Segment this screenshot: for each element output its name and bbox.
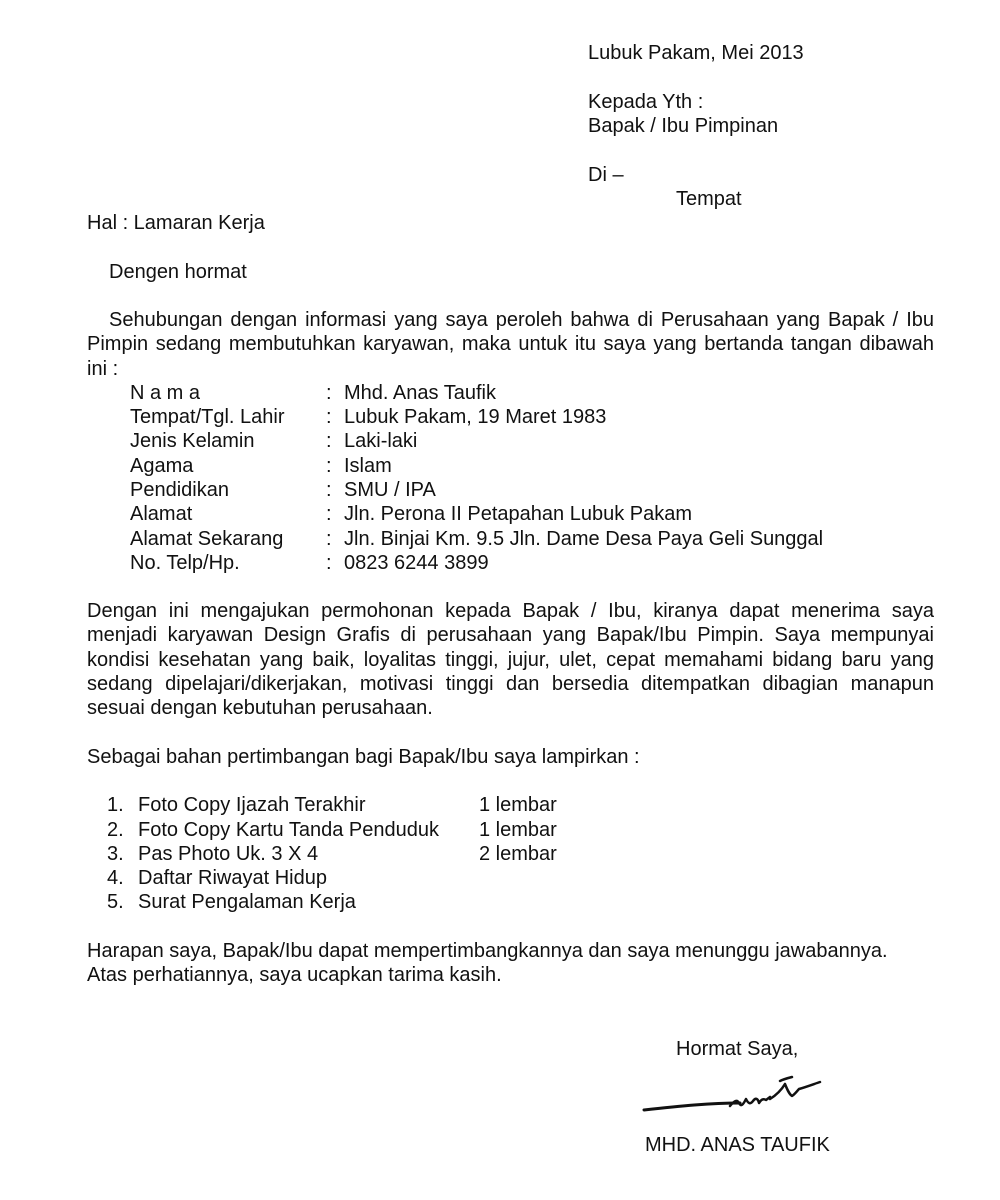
attachment-number: 2. [107, 819, 124, 841]
closing-line-2: Atas perhatiannya, saya ucapkan tarima kasih. [87, 964, 502, 986]
attachment-name: Surat Pengalaman Kerja [138, 891, 356, 913]
detail-separator: : [326, 406, 332, 428]
attachment-quantity: 1 lembar [479, 794, 557, 816]
detail-value: Islam [344, 455, 392, 477]
handwritten-signature-icon [640, 1072, 825, 1117]
signoff: Hormat Saya, [676, 1038, 799, 1060]
detail-value: SMU / IPA [344, 479, 436, 501]
recipient-di: Di – [588, 164, 624, 186]
detail-label: Tempat/Tgl. Lahir [130, 406, 285, 428]
detail-label: Alamat [130, 503, 193, 525]
place-date: Lubuk Pakam, Mei 2013 [588, 42, 804, 64]
closing-line-1: Harapan saya, Bapak/Ibu dapat mempertimbangkannya dan saya menunggu jawabannya. [87, 940, 888, 962]
detail-separator: : [326, 430, 332, 452]
attachment-name: Foto Copy Ijazah Terakhir [138, 794, 366, 816]
detail-separator: : [326, 528, 332, 550]
detail-separator: : [326, 455, 332, 477]
attachment-number: 4. [107, 867, 124, 889]
intro-paragraph: Sehubungan dengan informasi yang saya peroleh bahwa di Perusahaan yang Bapak / Ibu Pimpin sedang membutuhkan karyawan, maka untuk itu saya yang bertanda tangan dibawah ini : [87, 309, 934, 380]
recipient-place: Tempat [676, 188, 742, 210]
detail-value: Mhd. Anas Taufik [344, 382, 496, 404]
attachment-number: 3. [107, 843, 124, 865]
signatory-name: MHD. ANAS TAUFIK [645, 1134, 830, 1156]
attachment-name: Foto Copy Kartu Tanda Penduduk [138, 819, 439, 841]
attachment-quantity: 2 lembar [479, 843, 557, 865]
attachment-name: Daftar Riwayat Hidup [138, 867, 327, 889]
detail-label: Alamat Sekarang [130, 528, 284, 550]
attachments-intro: Sebagai bahan pertimbangan bagi Bapak/Ibu saya lampirkan : [87, 746, 640, 768]
detail-value: Jln. Perona II Petapahan Lubuk Pakam [344, 503, 693, 525]
attachment-number: 1. [107, 794, 124, 816]
detail-label: No. Telp/Hp. [130, 552, 240, 574]
subject-line: Hal : Lamaran Kerja [87, 212, 265, 234]
attachment-number: 5. [107, 891, 124, 913]
detail-label: Jenis Kelamin [130, 430, 255, 452]
detail-separator: : [326, 503, 332, 525]
detail-value: Laki-laki [344, 430, 418, 452]
attachment-quantity: 1 lembar [479, 819, 557, 841]
detail-separator: : [326, 552, 332, 574]
application-paragraph: Dengan ini mengajukan permohonan kepada Bapak / Ibu, kiranya dapat menerima saya menjadi karyawan Design Grafis di perusahaan yang Bapak/Ibu Pimpin. Saya mempunyai kondisi kesehatan yang baik, loyalitas tinggi, jujur, ulet, cepat memahami bidang baru yang sedang dipelajari/dikerjakan, motivasi tinggi dan bersedia ditempatkan dibagian manapun sesuai dengan kebutuhan perusahaan. [87, 600, 934, 720]
recipient-salutation: Kepada Yth : [588, 91, 704, 113]
attachment-name: Pas Photo Uk. 3 X 4 [138, 843, 319, 865]
greeting: Dengen hormat [109, 261, 247, 283]
detail-value: 0823 6244 3899 [344, 552, 489, 574]
detail-value: Jln. Binjai Km. 9.5 Jln. Dame Desa Paya Geli Sunggal [344, 528, 824, 550]
detail-separator: : [326, 382, 332, 404]
detail-label: Agama [130, 455, 194, 477]
detail-label: N a m a [130, 382, 201, 404]
detail-value: Lubuk Pakam, 19 Maret 1983 [344, 406, 607, 428]
recipient-name: Bapak / Ibu Pimpinan [588, 115, 779, 137]
detail-separator: : [326, 479, 332, 501]
detail-label: Pendidikan [130, 479, 229, 501]
